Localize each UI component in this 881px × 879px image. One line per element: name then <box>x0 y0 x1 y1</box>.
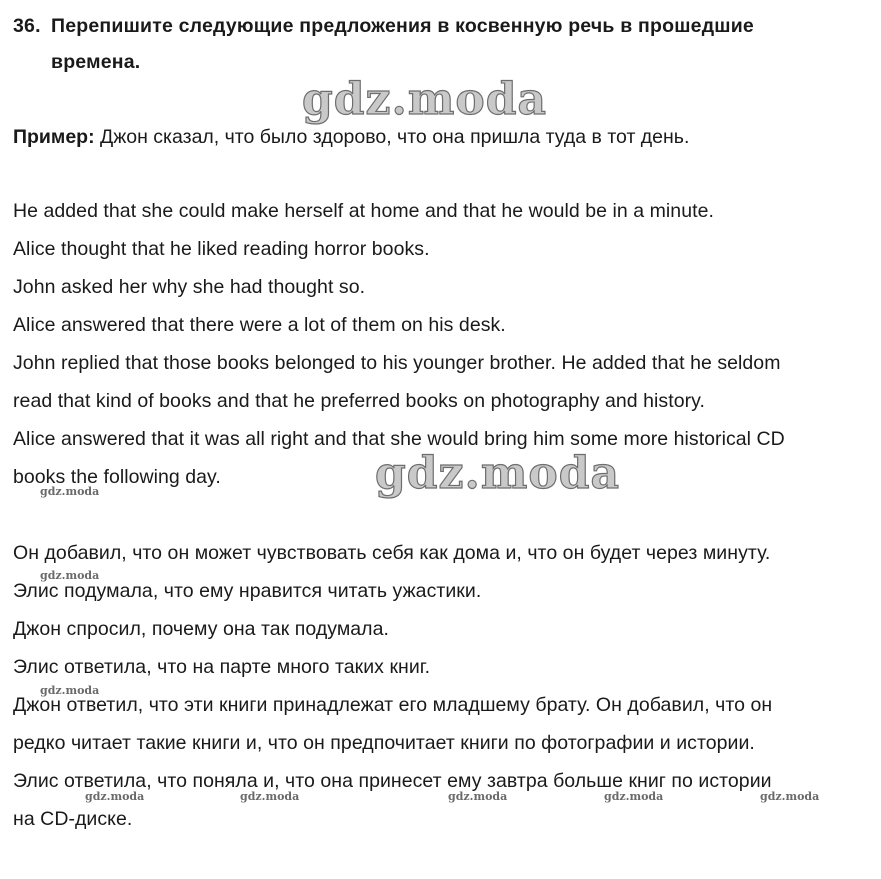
russian-line: Джон спросил, почему она так подумала. <box>13 618 389 640</box>
watermark-logo: gdz.moda <box>375 448 621 499</box>
example-text: Джон сказал, что было здорово, что она пришла туда в тот день. <box>94 126 690 148</box>
example-label: Пример: <box>13 126 95 148</box>
english-line: Alice answered that there were a lot of them on his desk. <box>13 314 506 336</box>
russian-line: Элис ответила, что на парте много таких книг. <box>13 656 431 678</box>
english-line: books the following day. <box>13 466 221 488</box>
english-line: Alice answered that it was all right and that she would bring him some more historical CD <box>13 428 785 450</box>
english-line: read that kind of books and that he preferred books on photography and history. <box>13 390 705 412</box>
example-line <box>13 121 689 153</box>
watermark-small: gdz.moda <box>604 790 664 803</box>
watermark-small: gdz.moda <box>85 790 145 803</box>
watermark-small: gdz.moda <box>448 790 508 803</box>
task-text: Перепишите следующие предложения в косвенную речь в прошедшие <box>51 15 754 37</box>
english-line: Alice thought that he liked reading horror books. <box>13 238 430 260</box>
english-line: He added that she could make herself at home and that he would be in a minute. <box>13 200 714 222</box>
english-line: John replied that those books belonged to his younger brother. He added that he seldom <box>13 352 781 374</box>
task-line-1 <box>13 8 873 44</box>
watermark-small: gdz.moda <box>40 485 100 498</box>
watermark-small: gdz.moda <box>240 790 300 803</box>
watermark-small: gdz.moda <box>40 684 100 697</box>
watermark-logo: gdz.moda <box>302 74 548 125</box>
russian-line: редко читает такие книги и, что он предпочитает книги по фотографии и истории. <box>13 732 755 754</box>
english-line: John asked her why she had thought so. <box>13 276 366 298</box>
task-line-2: времена. <box>51 51 141 73</box>
task-heading <box>13 8 873 80</box>
task-number: 36. <box>13 15 41 37</box>
russian-line: Элис ответила, что поняла и, что она принесет ему завтра больше книг по истории <box>13 770 772 792</box>
russian-line: Элис подумала, что ему нравится читать ужастики. <box>13 580 482 602</box>
watermark-small: gdz.moda <box>40 569 100 582</box>
russian-line: Джон ответил, что эти книги принадлежат его младшему брату. Он добавил, что он <box>13 694 773 716</box>
russian-line: на CD-диске. <box>13 808 133 830</box>
watermark-small: gdz.moda <box>760 790 820 803</box>
russian-line: Он добавил, что он может чувствовать себя как дома и, что он будет через минуту. <box>13 542 771 564</box>
